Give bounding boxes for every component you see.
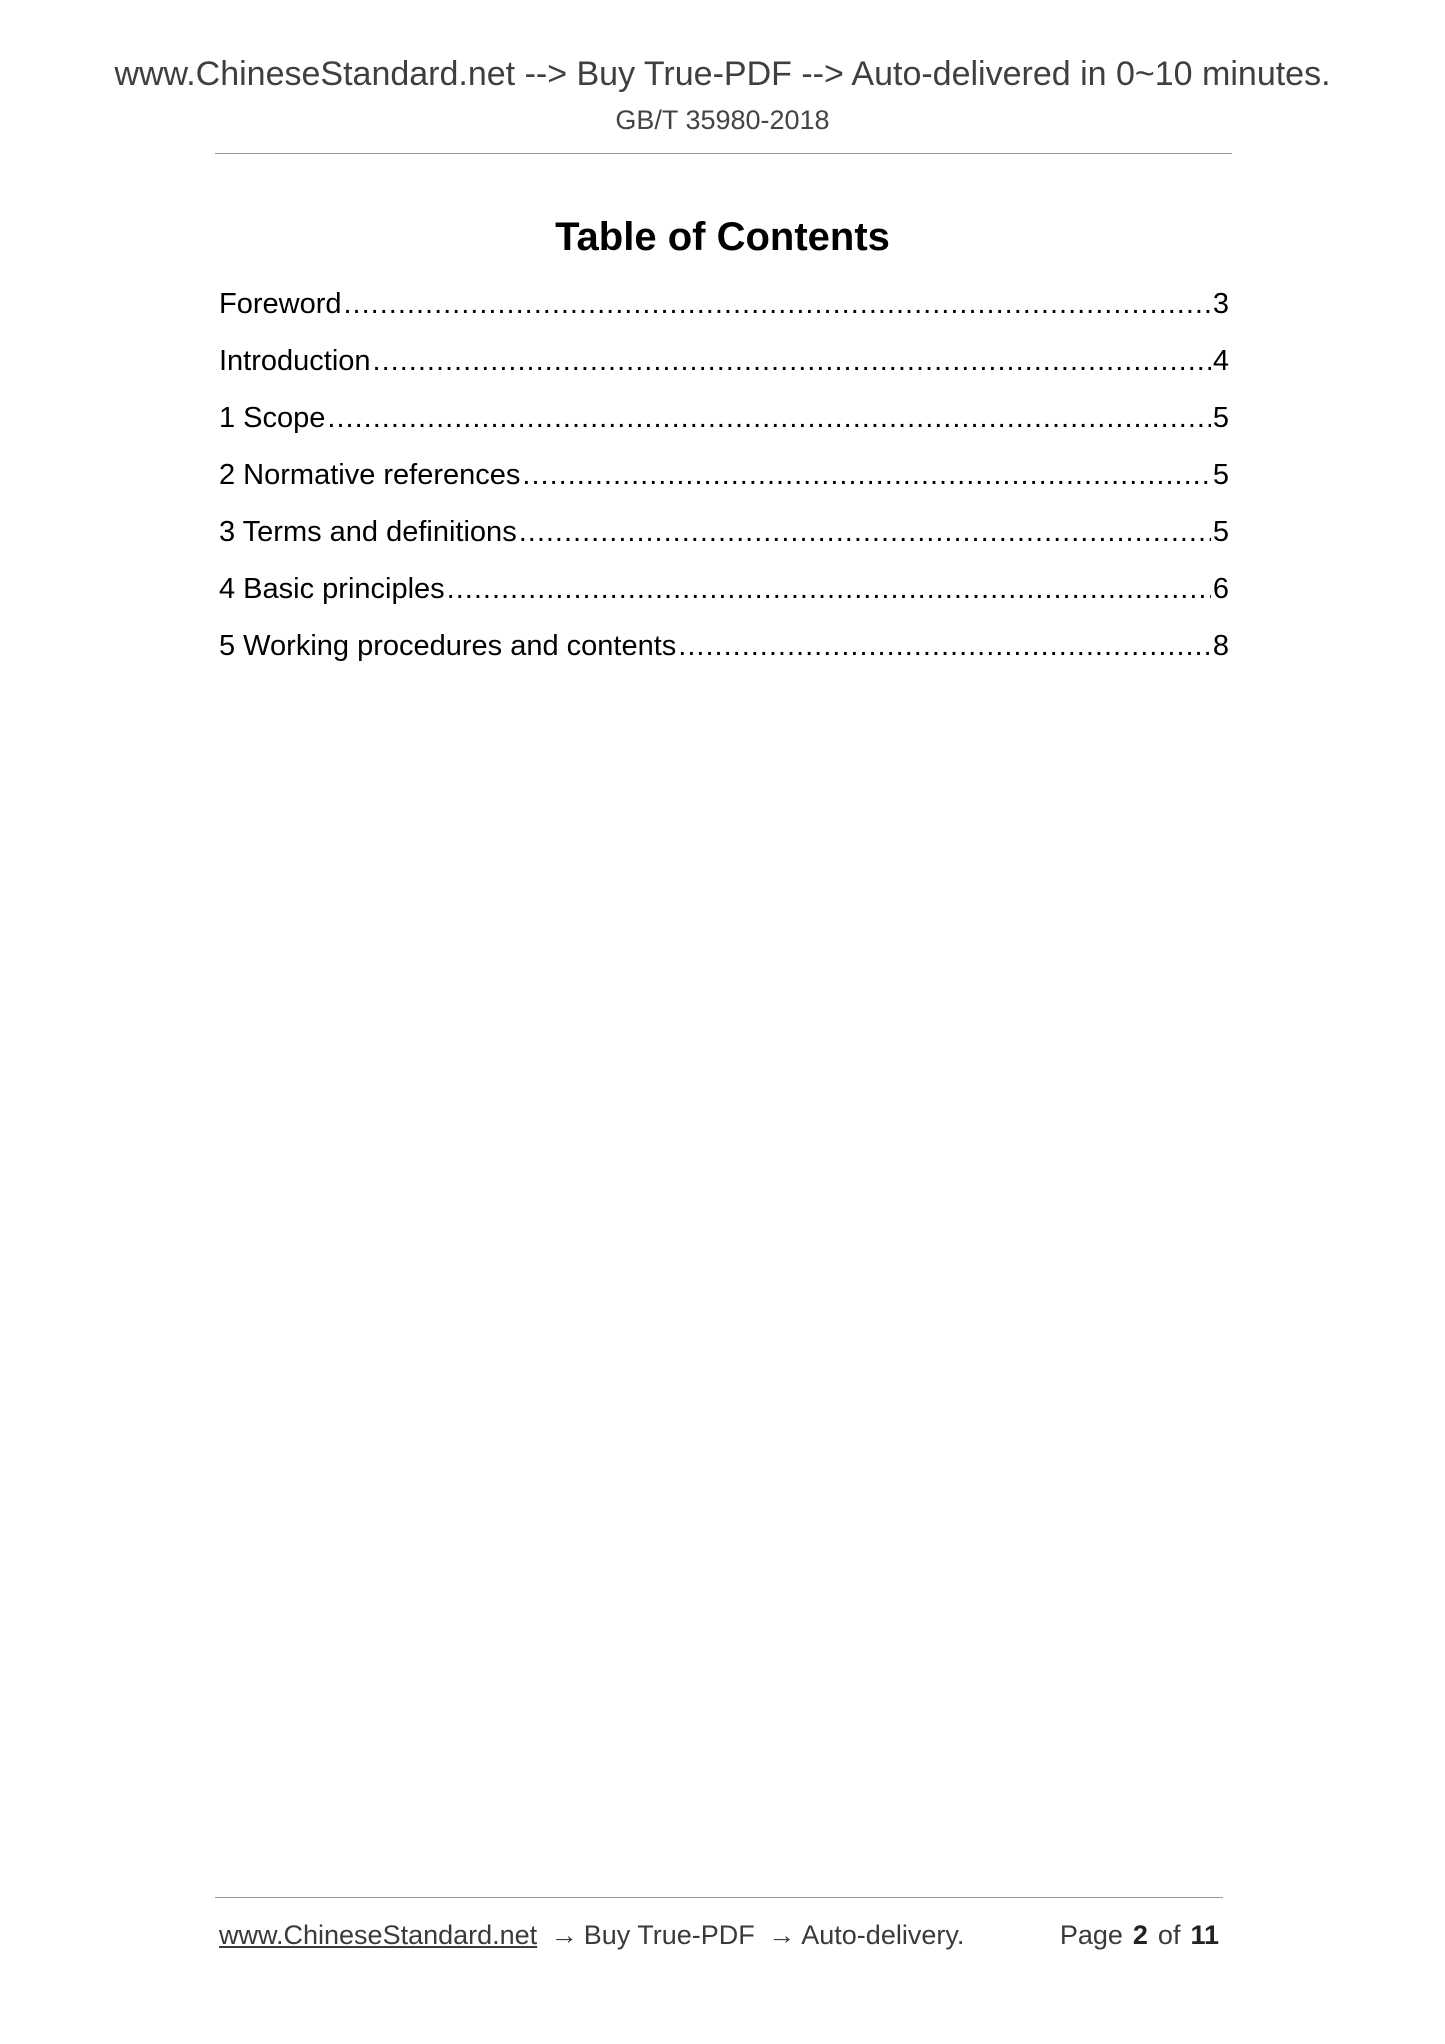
toc-entry-page: 5	[1212, 459, 1229, 491]
toc-entry-foreword[interactable]	[219, 284, 1229, 341]
toc-entry-scope[interactable]	[219, 398, 1229, 455]
toc-entry-normative-references[interactable]	[219, 455, 1229, 512]
toc-entry-label: Introduction	[219, 345, 371, 377]
toc-entry-label: 3 Terms and definitions	[219, 516, 517, 548]
toc-entry-working-procedures[interactable]	[219, 626, 1229, 683]
of-label: of	[1157, 1920, 1181, 1950]
toc-leader-dots	[327, 398, 1210, 438]
toc-list	[219, 284, 1229, 683]
toc-entry-page: 5	[1212, 402, 1229, 434]
toc-title: Table of Contents	[555, 215, 890, 259]
toc-entry-label: 2 Normative references	[219, 459, 521, 491]
footer-buy-text: Buy True-PDF	[583, 1920, 755, 1950]
toc-leader-dots	[373, 341, 1211, 381]
toc-leader-dots	[344, 284, 1211, 324]
header-divider	[215, 153, 1232, 154]
standard-number: GB/T 35980-2018	[615, 105, 830, 135]
footer-divider	[215, 1897, 1223, 1898]
toc-entry-terms-and-definitions[interactable]	[219, 512, 1229, 569]
page-number	[1060, 1915, 1219, 1955]
page-footer	[219, 1915, 1223, 1955]
right-arrow-icon: →	[550, 1920, 578, 1950]
toc-entry-page: 8	[1212, 630, 1229, 662]
toc-leader-dots	[447, 569, 1211, 609]
toc-entry-label: 4 Basic principles	[219, 573, 445, 605]
header-banner: www.ChineseStandard.net --> Buy True-PDF --> Auto-delivered in 0~10 minutes.	[114, 55, 1331, 93]
toc-entry-page: 5	[1212, 516, 1229, 548]
current-page-number: 2	[1132, 1920, 1148, 1950]
toc-entry-basic-principles[interactable]	[219, 569, 1229, 626]
toc-leader-dots	[519, 512, 1211, 552]
toc-entry-label: Foreword	[219, 288, 342, 320]
toc-entry-label: 5 Working procedures and contents	[219, 630, 677, 662]
toc-entry-page: 4	[1212, 345, 1229, 377]
footer-website-link[interactable]: www.ChineseStandard.net	[219, 1920, 538, 1950]
toc-entry-label: 1 Scope	[219, 402, 326, 434]
toc-leader-dots	[522, 455, 1210, 495]
page-label: Page	[1059, 1920, 1123, 1950]
total-pages-number: 11	[1190, 1920, 1219, 1950]
toc-entry-introduction[interactable]	[219, 341, 1229, 398]
footer-delivery-text: Auto-delivery.	[801, 1920, 965, 1950]
footer-promo	[219, 1915, 964, 1955]
right-arrow-icon: →	[768, 1920, 796, 1950]
toc-entry-page: 6	[1212, 573, 1229, 605]
toc-entry-page: 3	[1212, 288, 1229, 320]
toc-leader-dots	[678, 626, 1211, 666]
